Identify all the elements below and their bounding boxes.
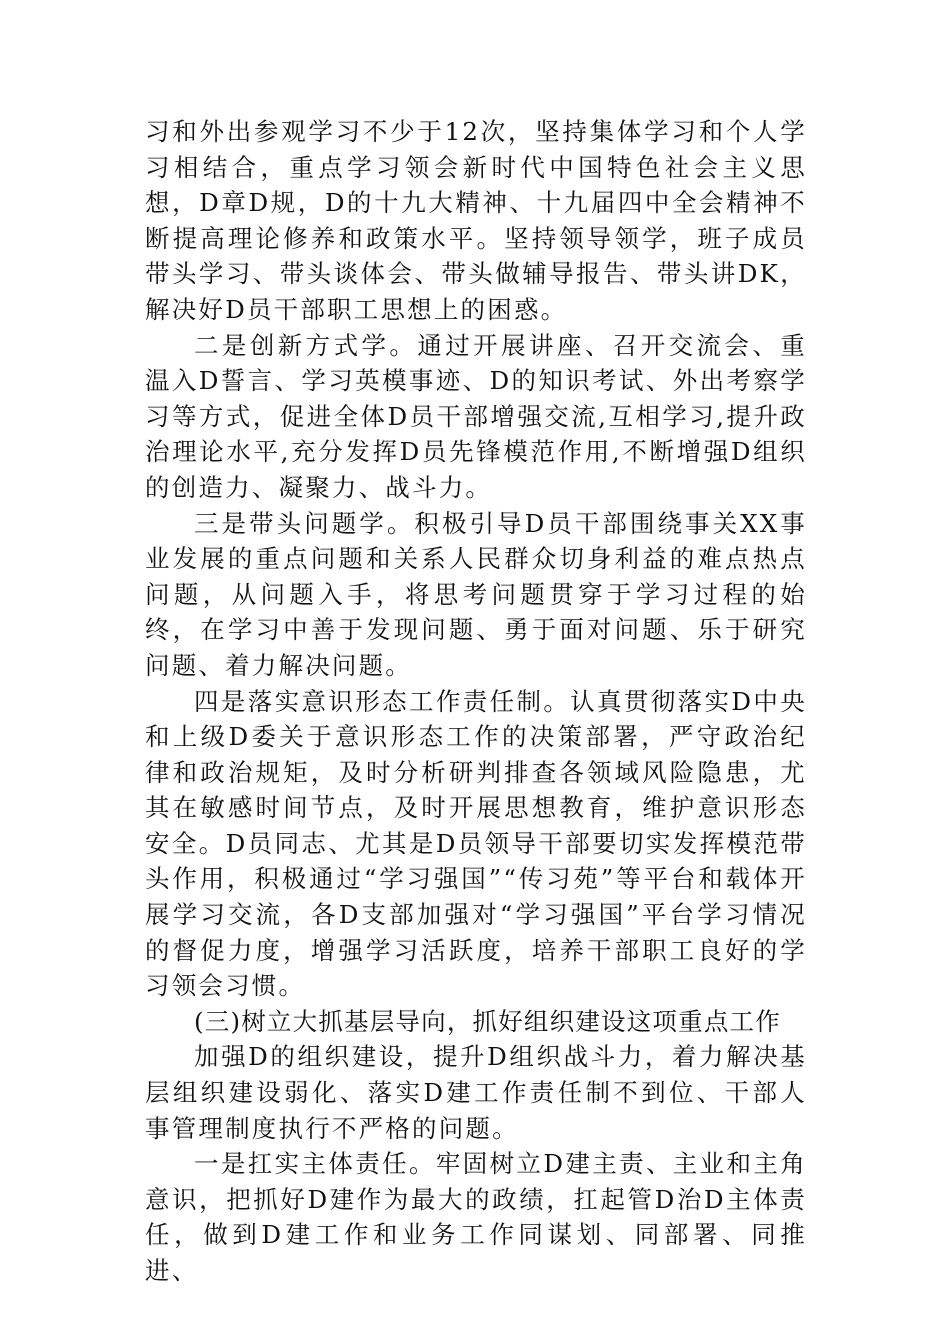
paragraph-innovative-study: 二是创新方式学。通过开展讲座、召开交流会、重温入D誓言、学习英模事迹、D的知识考试、外出考察学习等方式，促进全体D员干部增强交流,互相学习,提升政治理论水平,充分发挥D员先锋模范作用,不断增强D组织的创造力、凝聚力、战斗力。 [145,330,807,502]
paragraph-main-responsibility: 一是扛实主体责任。牢固树立D建主责、主业和主角意识，把抓好D建作为最大的政绩，扛起管D治D主体责任，做到D建工作和业务工作同谋划、同部署、同推进、 [145,1149,807,1285]
paragraph-ideology-responsibility: 四是落实意识形态工作责任制。认真贯彻落实D中央和上级D委关于意识形态工作的决策部署，严守政治纪律和政治规矩，及时分析研判排查各领域风险隐患，尤其在敏感时间节点，及时开展思想教育，维护意识形态安全。D员同志、尤其是D员领导干部要切实发挥模范带头作用，积极通过“学习强国”“传习苑”等平台和载体开展学习交流，各D支部加强对“学习强国”平台学习情况的督促力度，增强学习活跃度，培养干部职工良好的学习领会习惯。 [145,686,807,1001]
document-body [145,114,807,1289]
paragraph-problem-study: 三是带头问题学。积极引导D员干部围绕事关XX事业发展的重点问题和关系人民群众切身利益的难点热点问题，从问题入手，将思考问题贯穿于学习过程的始终，在学习中善于发现问题、勇于面对问题、乐于研究问题、着力解决问题。 [145,508,807,680]
paragraph-continuation: 习和外出参观学习不少于12次，坚持集体学习和个人学习相结合，重点学习领会新时代中国特色社会主义思想，D章D规，D的十九大精神、十九届四中全会精神不断提高理论修养和政策水平。坚持领导领学，班子成员带头学习、带头谈体会、带头做辅导报告、带头讲DK，解决好D员干部职工思想上的困惑。 [145,117,807,324]
section-heading-3: (三)树立大抓基层导向，抓好组织建设这项重点工作 [194,1006,781,1036]
paragraph-organization-building: 加强D的组织建设，提升D组织战斗力，着力解决基层组织建设弱化、落实D建工作责任制不到位、干部人事管理制度执行不严格的问题。 [145,1042,807,1143]
